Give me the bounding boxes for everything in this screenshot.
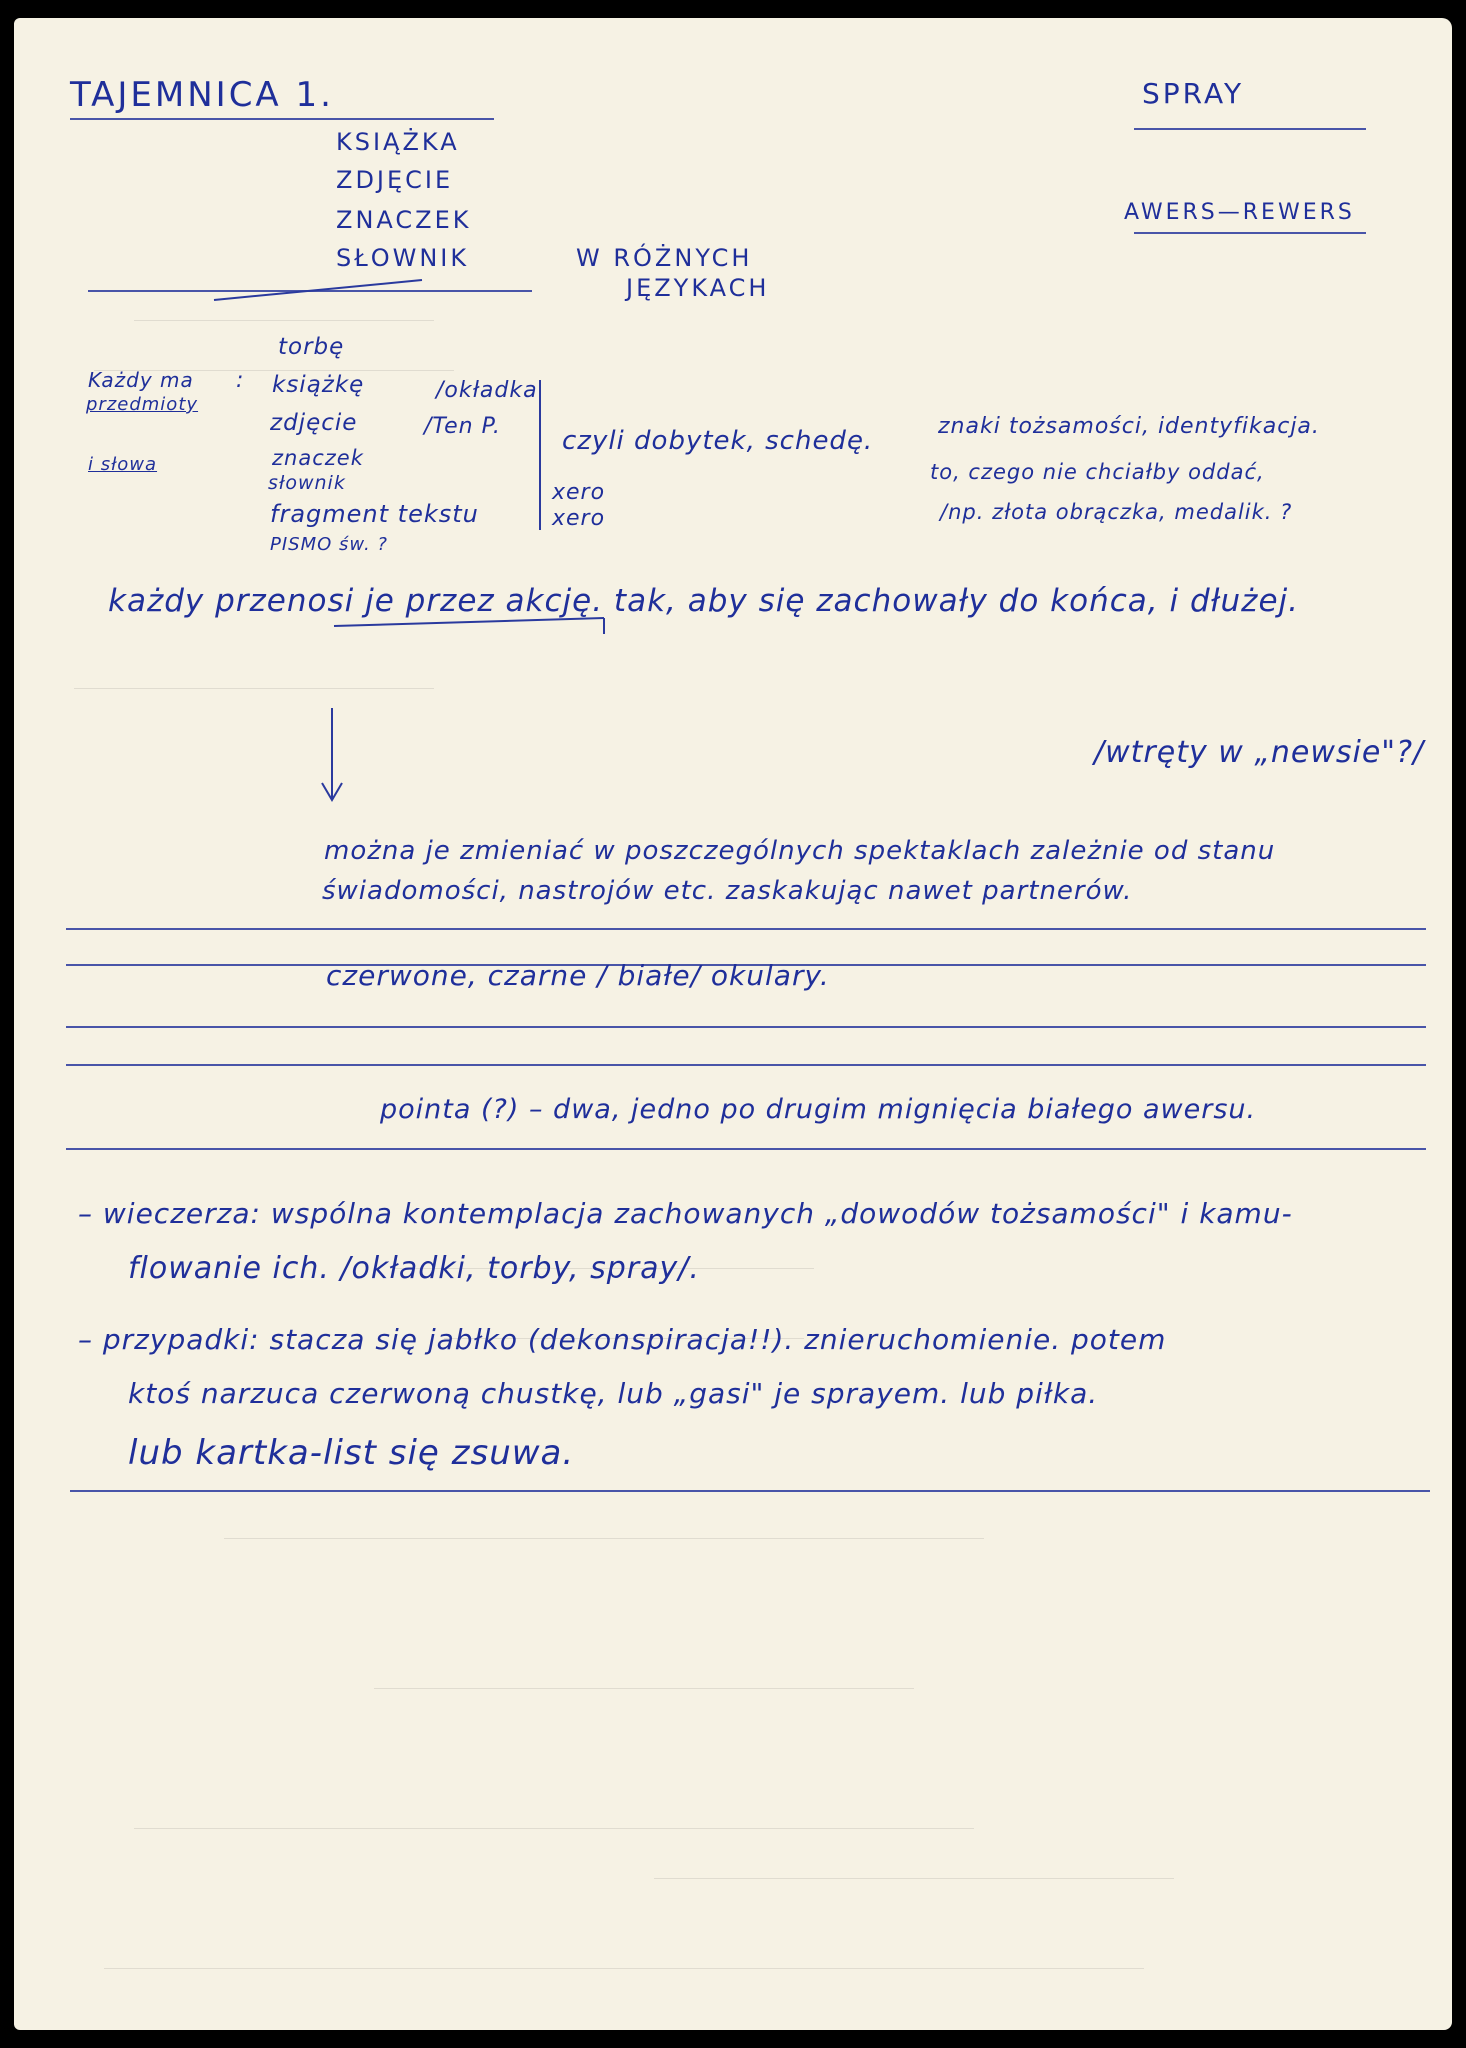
item-zdjecie: ZDJĘCIE <box>336 166 454 194</box>
spray-heading: SPRAY <box>1142 77 1245 110</box>
item-znaczek: ZNACZEK <box>336 206 472 234</box>
note-okladka: /okładka <box>436 378 538 403</box>
statement-kazdy: każdy przenosi je przez akcję. tak, aby się zachowały do końca, i dłużej. <box>108 583 1299 619</box>
wieczerza-line-2: flowanie ich. /okładki, torby, spray/. <box>128 1251 700 1286</box>
akcje-underline-stroke <box>334 618 604 626</box>
znaki-line-2: to, czego nie chciałby oddać, <box>930 460 1265 484</box>
side-label-kazdy: Każdy ma <box>88 368 194 392</box>
przypadki-line-2: ktoś narzuca czerwoną chustkę, lub „gasi" je sprayem. lub piłka. <box>128 1377 1099 1410</box>
pointa-line: pointa (?) – dwa, jedno po drugim mignięcia białego awersu. <box>380 1094 1257 1125</box>
note-xero-1: xero <box>552 480 606 505</box>
note-xero-2: xero <box>552 506 606 531</box>
object-znaczek: znaczek <box>272 446 364 470</box>
object-fragment-tekstu: fragment tekstu <box>270 500 479 528</box>
mozna-line-2: świadomości, nastrojów etc. zaskakując nawet partnerów. <box>322 876 1133 906</box>
languages-line-1: W RÓŻNYCH <box>576 244 753 272</box>
czyli-note: czyli dobytek, schedę. <box>562 426 874 456</box>
slownik-underline-stroke <box>214 280 422 300</box>
handwritten-page <box>14 18 1452 2030</box>
note-ten-p: /Ten P. <box>424 414 501 439</box>
object-zdjecie: zdjęcie <box>270 410 358 436</box>
awers-rewers-heading: AWERS—REWERS <box>1124 200 1355 225</box>
znaki-line-3: /np. złota obrączka, medalik. ? <box>940 500 1293 524</box>
znaki-line-1: znaki tożsamości, identyfikacja. <box>938 414 1320 439</box>
wieczerza-line-1: – wieczerza: wspólna kontemplacja zachowanych „dowodów tożsamości" i kamu- <box>78 1197 1293 1230</box>
side-label-przedmioty: przedmioty <box>86 394 199 415</box>
side-label-colon: : <box>236 368 245 393</box>
item-slownik: SŁOWNIK <box>336 244 470 272</box>
note-wtrety: /wtręty w „newsie"?/ <box>1094 735 1425 770</box>
object-slownik: słownik <box>268 472 346 494</box>
mozna-line-1: można je zmieniać w poszczególnych spektaklach zależnie od stanu <box>324 836 1276 866</box>
side-label-slowa: i słowa <box>88 454 158 475</box>
languages-line-2: JĘZYKACH <box>626 274 770 302</box>
pen-strokes <box>14 18 1452 2030</box>
przypadki-line-3: lub kartka-list się zsuwa. <box>128 1433 575 1473</box>
przypadki-line-1: – przypadki: stacza się jabłko (dekonspiracja!!). znieruchomienie. potem <box>78 1323 1167 1356</box>
item-ksiazka: KSIĄŻKA <box>336 128 460 156</box>
page-title: TAJEMNICA 1. <box>70 75 334 115</box>
object-pismo: PISMO św. ? <box>270 534 388 555</box>
okulary-line: czerwone, czarne / białe/ okulary. <box>326 959 830 992</box>
object-ksiazke: książkę <box>272 372 365 398</box>
object-torbe: torbę <box>278 334 345 360</box>
